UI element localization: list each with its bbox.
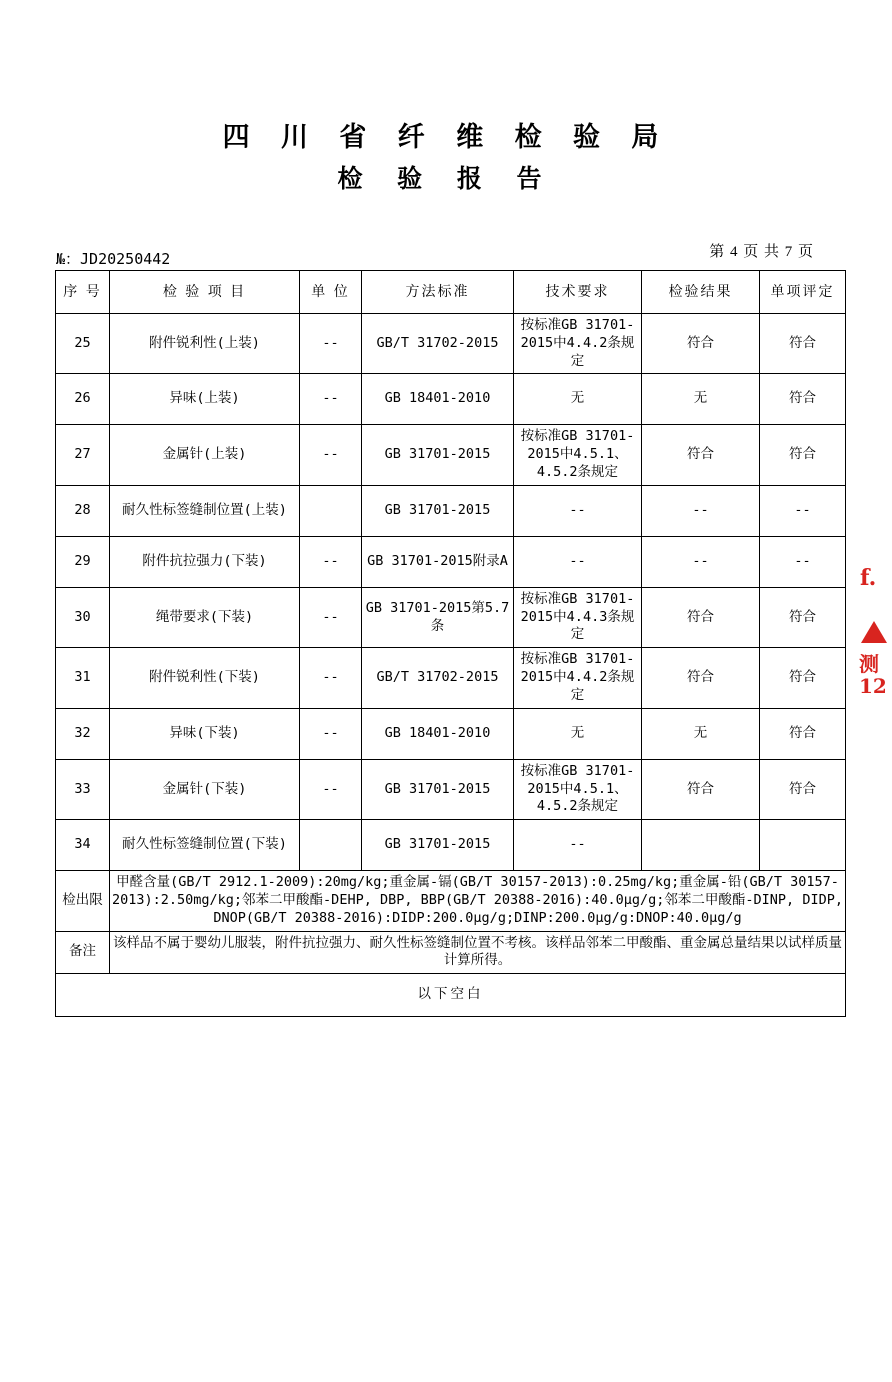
cell-item: 金属针(下装) — [110, 759, 300, 819]
blank-note-row — [56, 974, 846, 1017]
report-number: №：JD20250442 — [56, 249, 171, 268]
cell-unit: -- — [300, 648, 362, 708]
cell-judgement: 符合 — [760, 759, 846, 819]
stamp-top-text: f. — [860, 567, 877, 591]
cell-requirement: 按标准GB 31701-2015中4.5.1、4.5.2条规定 — [514, 759, 642, 819]
cell-requirement: 无 — [514, 708, 642, 759]
cell-judgement: 符合 — [760, 313, 846, 373]
organization-title: 四 川 省 纤 维 检 验 局 — [222, 122, 670, 153]
table-header-row — [56, 270, 846, 313]
cell-unit: -- — [300, 587, 362, 647]
table-row — [56, 313, 846, 373]
cell-standard: GB/T 31702-2015 — [362, 313, 514, 373]
cell-item: 异味(上装) — [110, 374, 300, 425]
cell-item: 附件锐利性(上装) — [110, 313, 300, 373]
cell-requirement: 按标准GB 31701-2015中4.4.3条规定 — [514, 587, 642, 647]
report-page — [0, 120, 892, 1382]
cell-unit: -- — [300, 374, 362, 425]
cell-judgement: -- — [760, 536, 846, 587]
cell-item: 附件抗拉强力(下装) — [110, 536, 300, 587]
cell-judgement: 符合 — [760, 708, 846, 759]
cell-no: 31 — [56, 648, 110, 708]
stamp-bottom-text: 测12 — [859, 652, 887, 698]
cell-requirement: -- — [514, 485, 642, 536]
column-header-result: 检验结果 — [642, 270, 760, 313]
cell-standard: GB 31701-2015第5.7条 — [362, 587, 514, 647]
cell-standard: GB 18401-2010 — [362, 374, 514, 425]
cell-no: 25 — [56, 313, 110, 373]
cell-result — [642, 820, 760, 871]
page-indicator: 第 4 页 共 7 页 — [709, 243, 814, 260]
column-header-standard: 方法标准 — [362, 270, 514, 313]
table-row — [56, 587, 846, 647]
cell-standard: GB 31701-2015 — [362, 485, 514, 536]
table-row — [56, 536, 846, 587]
detection-limit-text: 甲醛含量(GB/T 2912.1-2009):20mg/kg;重金属-镉(GB/T 30157-2013):0.25mg/kg;重金属-铅(GB/T 30157-2013):2.50mg/kg;邻苯二甲酸酯-DEHP, DBP, BBP(GB/T 20388-2016):40.0μg/g;邻苯二甲酸酯-DINP, DIDP, DNOP(GB/T 20388-2016):DIDP:200.0μg/g;DINP:200.0μg/g:DNOP:40.0μg/g — [110, 871, 846, 931]
cell-result: 符合 — [642, 759, 760, 819]
cell-no: 32 — [56, 708, 110, 759]
cell-unit — [300, 820, 362, 871]
cell-requirement: -- — [514, 536, 642, 587]
column-header-item: 检 验 项 目 — [110, 270, 300, 313]
cell-no: 28 — [56, 485, 110, 536]
cell-result: -- — [642, 536, 760, 587]
meta-row — [0, 243, 892, 270]
column-header-requirement: 技术要求 — [514, 270, 642, 313]
cell-requirement: 按标准GB 31701-2015中4.4.2条规定 — [514, 313, 642, 373]
cell-standard: GB 31701-2015 — [362, 820, 514, 871]
cell-item: 耐久性标签缝制位置(下装) — [110, 820, 300, 871]
detection-limit-label: 检出限 — [56, 871, 110, 931]
cell-unit — [300, 485, 362, 536]
cell-item: 附件锐利性(下装) — [110, 648, 300, 708]
cell-result: 符合 — [642, 648, 760, 708]
cell-no: 30 — [56, 587, 110, 647]
cell-item: 耐久性标签缝制位置(上装) — [110, 485, 300, 536]
cell-standard: GB 31701-2015 — [362, 425, 514, 485]
cell-standard: GB/T 31702-2015 — [362, 648, 514, 708]
table-row — [56, 820, 846, 871]
cell-requirement: 按标准GB 31701-2015中4.5.1、4.5.2条规定 — [514, 425, 642, 485]
cell-no: 29 — [56, 536, 110, 587]
cell-judgement: 符合 — [760, 648, 846, 708]
column-header-judgement: 单项评定 — [760, 270, 846, 313]
cell-result: -- — [642, 485, 760, 536]
cell-no: 34 — [56, 820, 110, 871]
red-seal-stamp — [858, 567, 892, 747]
cell-judgement: 符合 — [760, 425, 846, 485]
cell-standard: GB 31701-2015附录A — [362, 536, 514, 587]
cell-no: 33 — [56, 759, 110, 819]
cell-result: 符合 — [642, 425, 760, 485]
cell-requirement: 按标准GB 31701-2015中4.4.2条规定 — [514, 648, 642, 708]
cell-result: 无 — [642, 374, 760, 425]
remark-text: 该样品不属于婴幼儿服装，附件抗拉强力、耐久性标签缝制位置不考核。该样品邻苯二甲酸酯、重金属总量结果以试样质量计算所得。 — [110, 931, 846, 974]
stamp-triangle-icon — [861, 621, 887, 643]
cell-no: 26 — [56, 374, 110, 425]
remark-label: 备注 — [56, 931, 110, 974]
column-header-unit: 单 位 — [300, 270, 362, 313]
cell-requirement: 无 — [514, 374, 642, 425]
cell-item: 金属针(上装) — [110, 425, 300, 485]
cell-result: 无 — [642, 708, 760, 759]
table-row — [56, 708, 846, 759]
cell-requirement: -- — [514, 820, 642, 871]
cell-no: 27 — [56, 425, 110, 485]
cell-unit: -- — [300, 425, 362, 485]
cell-result: 符合 — [642, 313, 760, 373]
cell-standard: GB 31701-2015 — [362, 759, 514, 819]
cell-item: 绳带要求(下装) — [110, 587, 300, 647]
cell-item: 异味(下装) — [110, 708, 300, 759]
cell-unit: -- — [300, 313, 362, 373]
cell-unit: -- — [300, 708, 362, 759]
column-header-no: 序 号 — [56, 270, 110, 313]
cell-result: 符合 — [642, 587, 760, 647]
table-row — [56, 425, 846, 485]
document-header — [0, 120, 892, 198]
cell-judgement: 符合 — [760, 587, 846, 647]
blank-note-text: 以下空白 — [56, 974, 846, 1017]
page-title: 检 验 报 告 — [337, 164, 555, 194]
table-row — [56, 648, 846, 708]
table-row — [56, 374, 846, 425]
inspection-results-table — [55, 270, 846, 1017]
remark-row — [56, 931, 846, 974]
cell-unit: -- — [300, 536, 362, 587]
detection-limit-row — [56, 871, 846, 931]
cell-judgement — [760, 820, 846, 871]
table-row — [56, 485, 846, 536]
cell-standard: GB 18401-2010 — [362, 708, 514, 759]
cell-unit: -- — [300, 759, 362, 819]
cell-judgement: 符合 — [760, 374, 846, 425]
table-row — [56, 759, 846, 819]
cell-judgement: -- — [760, 485, 846, 536]
